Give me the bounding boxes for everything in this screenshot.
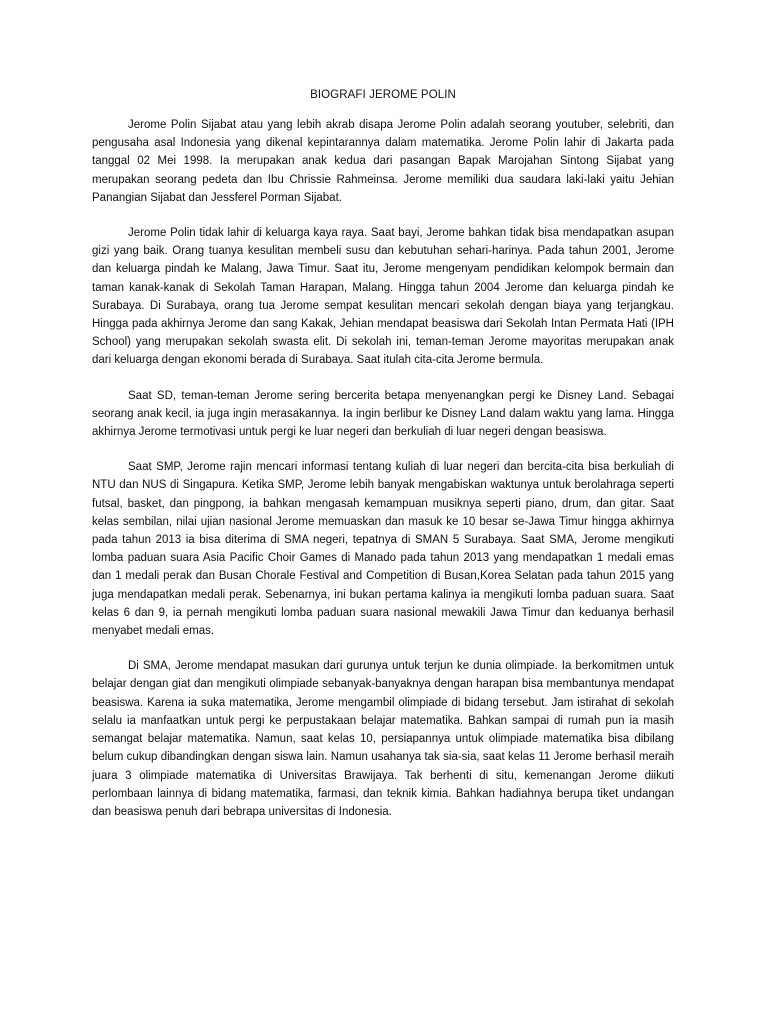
paragraph-senior-high: Di SMA, Jerome mendapat masukan dari gurunya untuk terjun ke dunia olimpiade. Ia berkomitmen untuk belajar dengan giat dan mengikuti olimpiade sebanyak-banyaknya dengan harapan bisa membantunya mendapat beasiswa. Karena ia suka matematika, Jerome mengambil olimpiade di bidang tersebut. Jam istirahat di sekolah selalu ia manfaatkan untuk pergi ke perpustakaan belajar matematika. Bahkan sampai di rumah pun ia masih semangat belajar matematika. Namun, saat kelas 10, persiapannya untuk olimpiade matematika bisa dibilang belum cukup dibandingkan dengan siswa lain. Namun usahanya tak sia-sia, saat kelas 11 Jerome berhasil meraih juara 3 olimpiade matematika di Universitas Brawijaya. Tak berhenti di situ, kemenangan Jerome diikuti perlombaan lainnya di bidang matematika, farmasi, dan teknik kimia. Bahkan hadiahnya berupa tiket undangan dan beasiswa penuh dari bebrapa universitas di Indonesia. — [92, 660, 674, 818]
paragraph-intro: Jerome Polin Sijabat atau yang lebih akrab disapa Jerome Polin adalah seorang youtuber, selebriti, dan pengusaha asal Indonesia yang dikenal kepintarannya dalam matematika. Jerome Polin lahir di Jakarta pada tanggal 02 Mei 1998. Ia merupakan anak kedua dari pasangan Bapak Marojahan Sintong Sijabat yang merupakan seorang pedeta dan Ibu Chrissie Rahmeinsa. Jerome memiliki dua saudara laki-laki yaitu Jehian Panangian Sijabat dan Jessferel Porman Sijabat. — [92, 119, 674, 204]
document-title: BIOGRAFI JEROME POLIN — [310, 89, 456, 101]
paragraph-elementary-school: Saat SD, teman-teman Jerome sering bercerita betapa menyenangkan pergi ke Disney Land. Sebagai seorang anak kecil, ia juga ingin merasakannya. Ia ingin berlibur ke Disney Land dalam waktu yang lama. Hingga akhirnya Jerome termotivasi untuk pergi ke luar negeri dan berkuliah di luar negeri dengan beasiswa. — [92, 389, 674, 439]
paragraph-childhood: Jerome Polin tidak lahir di keluarga kaya raya. Saat bayi, Jerome bahkan tidak bisa mendapatkan asupan gizi yang baik. Orang tuanya kesulitan membeli susu dan kebutuhan sehari-harinya. Pada tahun 2001, Jerome dan keluarga pindah ke Malang, Jawa Timur. Saat itu, Jerome mengenyam pendidikan kelompok bermain dan taman kanak-kanak di Sekolah Taman Harapan, Malang. Hingga tahun 2004 Jerome dan keluarga pindah ke Surabaya. Di Surabaya, orang tua Jerome sempat kesulitan mencari sekolah dengan biaya yang terjangkau. Hingga pada akhirnya Jerome dan sang Kakak, Jehian mendapat beasiswa dari Sekolah Intan Permata Hati (IPH School) yang merupakan sekolah swasta elit. Di sekolah ini, teman-teman Jerome mayoritas merupakan anak dari keluarga dengan ekonomi berada di Surabaya. Saat itulah cita-cita Jerome bermula. — [92, 227, 674, 367]
paragraph-junior-high: Saat SMP, Jerome rajin mencari informasi tentang kuliah di luar negeri dan bercita-cita bisa berkuliah di NTU dan NUS di Singapura. Ketika SMP, Jerome lebih banyak mengabiskan waktunya untuk berolahraga seperti futsal, basket, dan pingpong, ia bahkan mengasah kemampuan musiknya seperti piano, drum, dan gitar. Saat kelas sembilan, nilai ujian nasional Jerome memuaskan dan masuk ke 10 besar se-Jawa Timur hingga akhirnya pada tahun 2013 ia bisa diterima di SMA negeri, tepatnya di SMAN 5 Surabaya. Saat SMA, Jerome mengikuti lomba paduan suara Asia Pacific Choir Games di Manado pada tahun 2013 yang mendapatkan 1 medali emas dan 1 medali perak dan Busan Chorale Festival and Competition di Busan,Korea Selatan pada tahun 2015 yang juga mendapatkan medali perak. Sebenarnya, ini bukan pertama kalinya ia mengikuti lomba paduan suara. Saat kelas 6 dan 9, ia pernah mengikuti lomba paduan suara nasional mewakili Jawa Timur dan keduanya berhasil menyabet medali emas. — [92, 461, 674, 638]
document-body — [92, 86, 674, 838]
